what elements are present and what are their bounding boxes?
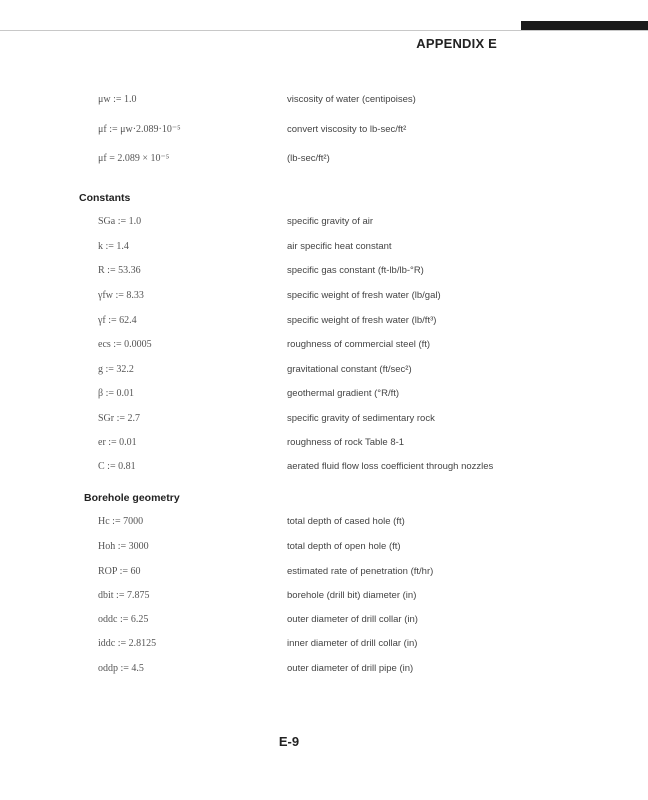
math-expression: μw := 1.0 — [98, 94, 137, 105]
description: geothermal gradient (°R/ft) — [287, 388, 400, 399]
header-rule — [0, 30, 648, 31]
constant-row — [0, 388, 648, 404]
math-expression: oddp := 4.5 — [98, 663, 144, 674]
math-expression: Hc := 7000 — [98, 516, 144, 527]
constant-row — [0, 437, 648, 453]
borehole-row — [0, 566, 648, 582]
math-expression: er := 0.01 — [98, 437, 137, 448]
description: aerated fluid flow loss coefficient through nozzles — [287, 461, 494, 472]
math-expression: iddc := 2.8125 — [98, 638, 157, 649]
description: specific gravity of air — [287, 216, 374, 227]
page-number: E-9 — [278, 734, 300, 749]
description: convert viscosity to lb-sec/ft² — [287, 124, 407, 135]
math-expression: ROP := 60 — [98, 566, 141, 577]
description: air specific heat constant — [287, 241, 392, 252]
description: outer diameter of drill pipe (in) — [287, 663, 414, 674]
constant-row — [0, 216, 648, 232]
appendix-label: APPENDIX E — [416, 36, 497, 51]
constant-row — [0, 265, 648, 281]
section-title-borehole-geometry: Borehole geometry — [84, 492, 180, 504]
math-expression: R := 53.36 — [98, 265, 141, 276]
description: viscosity of water (centipoises) — [287, 94, 416, 105]
math-expression: Hoh := 3000 — [98, 541, 149, 552]
description: specific weight of fresh water (lb/ft³) — [287, 315, 437, 326]
math-expression: g := 32.2 — [98, 364, 134, 375]
constant-row — [0, 315, 648, 331]
intro-row — [0, 153, 648, 169]
intro-row — [0, 124, 648, 140]
description: specific gas constant (ft-lb/lb-°R) — [287, 265, 424, 276]
description: estimated rate of penetration (ft/hr) — [287, 566, 434, 577]
constant-row — [0, 290, 648, 306]
intro-row — [0, 94, 648, 110]
math-expression: γf := 62.4 — [98, 315, 137, 326]
description: total depth of cased hole (ft) — [287, 516, 405, 527]
description: inner diameter of drill collar (in) — [287, 638, 418, 649]
math-expression: SGr := 2.7 — [98, 413, 141, 424]
borehole-row — [0, 663, 648, 679]
math-expression: γfw := 8.33 — [98, 290, 144, 301]
borehole-row — [0, 590, 648, 606]
constant-row — [0, 339, 648, 355]
math-expression: μf := μw·2.089·10⁻⁵ — [98, 124, 181, 135]
math-expression: k := 1.4 — [98, 241, 129, 252]
constant-row — [0, 241, 648, 257]
math-expression: oddc := 6.25 — [98, 614, 149, 625]
description: specific gravity of sedimentary rock — [287, 413, 435, 424]
description: roughness of rock Table 8-1 — [287, 437, 405, 448]
math-expression: μf = 2.089 × 10⁻⁵ — [98, 153, 170, 164]
borehole-row — [0, 614, 648, 630]
math-expression: β := 0.01 — [98, 388, 135, 399]
description: specific weight of fresh water (lb/gal) — [287, 290, 441, 301]
section-title-constants: Constants — [79, 192, 131, 204]
description: outer diameter of drill collar (in) — [287, 614, 418, 625]
math-expression: SGa := 1.0 — [98, 216, 142, 227]
description: roughness of commercial steel (ft) — [287, 339, 431, 350]
borehole-row — [0, 516, 648, 532]
description: total depth of open hole (ft) — [287, 541, 401, 552]
constant-row — [0, 364, 648, 380]
description: (lb-sec/ft²) — [287, 153, 330, 164]
math-expression: ecs := 0.0005 — [98, 339, 152, 350]
constant-row — [0, 413, 648, 429]
constant-row — [0, 461, 648, 477]
borehole-row — [0, 541, 648, 557]
description: borehole (drill bit) diameter (in) — [287, 590, 417, 601]
description: gravitational constant (ft/sec²) — [287, 364, 412, 375]
borehole-row — [0, 638, 648, 654]
math-expression: dbit := 7.875 — [98, 590, 150, 601]
math-expression: C := 0.81 — [98, 461, 136, 472]
